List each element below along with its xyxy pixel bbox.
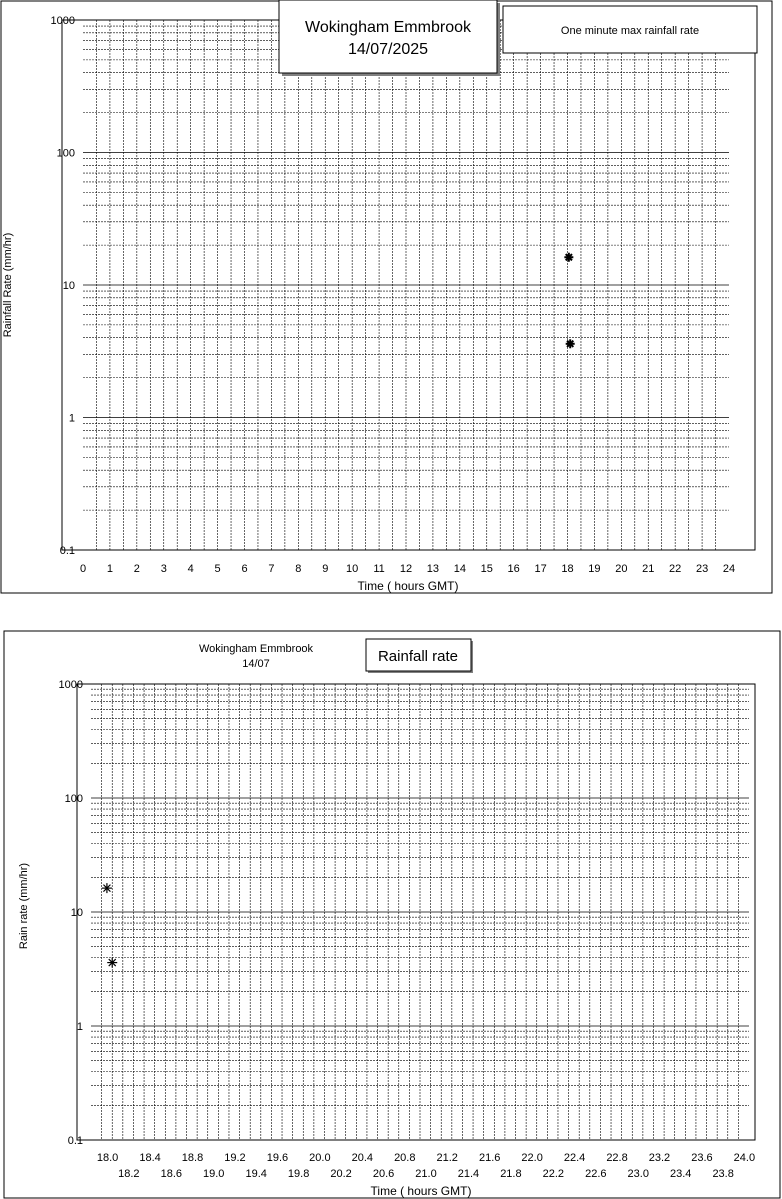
- chart1-title: Wokingham Emmbrook: [305, 19, 471, 36]
- x-tick-label: 21.4: [457, 1168, 480, 1180]
- x-tick-label: 1: [106, 563, 113, 575]
- x-tick-label: 17: [534, 563, 547, 575]
- x-tick-label: 7: [268, 563, 275, 575]
- x-tick-label: 2: [133, 563, 140, 575]
- x-tick-label: 14: [453, 563, 466, 575]
- x-tick-label: 20: [615, 563, 628, 575]
- chart1-title-box: [279, 0, 497, 73]
- x-tick-label: 20.2: [330, 1168, 352, 1180]
- x-tick-label: 0: [79, 563, 87, 575]
- chart1-subtitle: 14/07/2025: [347, 41, 429, 58]
- x-tick-label: 19: [588, 563, 601, 575]
- x-tick-label: 23.2: [648, 1152, 671, 1164]
- x-tick-label: 19.4: [245, 1168, 267, 1180]
- x-tick-label: 11: [373, 563, 385, 575]
- x-tick-label: 22.6: [585, 1168, 607, 1180]
- chart2-y-axis-label: Rain rate (mm/hr): [18, 862, 30, 950]
- x-tick-label: 24: [722, 563, 736, 575]
- x-tick-label: 23.4: [669, 1168, 692, 1180]
- chart1-frame: [1, 1, 772, 593]
- y-tick-label: 100: [56, 147, 75, 160]
- x-tick-label: 21: [642, 563, 655, 575]
- x-tick-label: 8: [295, 563, 302, 575]
- y-tick-label: 10: [70, 907, 83, 919]
- x-tick-label: 3: [160, 563, 167, 575]
- x-tick-label: 21.8: [500, 1168, 522, 1180]
- y-tick-label: 1000: [50, 15, 75, 27]
- x-tick-label: 20.0: [309, 1152, 331, 1164]
- x-tick-label: 15: [480, 563, 493, 575]
- x-tick-label: 16: [507, 563, 520, 575]
- x-tick-label: 23.0: [627, 1168, 649, 1180]
- x-tick-label: 9: [322, 563, 329, 575]
- chart2-title: Rainfall rate: [377, 648, 459, 665]
- x-tick-label: 6: [241, 563, 248, 575]
- y-tick-label: 0.1: [59, 545, 75, 557]
- x-tick-label: 22: [669, 563, 682, 575]
- x-tick-label: 23.8: [712, 1168, 734, 1180]
- x-tick-label: 18.2: [118, 1168, 140, 1180]
- x-tick-label: 19.2: [224, 1152, 246, 1164]
- y-tick-label: 1: [76, 1021, 83, 1033]
- x-tick-label: 20.4: [351, 1152, 374, 1164]
- chart1-y-axis-label: Rainfall Rate (mm/hr): [2, 232, 14, 338]
- x-tick-label: 18.0: [96, 1152, 119, 1164]
- x-tick-label: 18.8: [181, 1152, 204, 1164]
- data-point: [107, 958, 117, 968]
- chart1-legend-text: One minute max rainfall rate: [560, 25, 700, 37]
- data-point: [102, 883, 112, 893]
- x-tick-label: 21.2: [436, 1152, 458, 1164]
- x-tick-label: 22.2: [542, 1168, 565, 1180]
- y-tick-label: 1000: [58, 679, 83, 691]
- x-tick-label: 23: [695, 563, 709, 575]
- x-tick-label: 18.6: [160, 1168, 183, 1180]
- x-tick-label: 10: [346, 563, 359, 575]
- chart-zoomed-rainfall: [4, 631, 780, 1198]
- x-tick-label: 19.0: [203, 1168, 225, 1180]
- x-tick-label: 21.6: [478, 1152, 501, 1164]
- y-tick-label: 0.1: [67, 1135, 83, 1147]
- x-tick-label: 22.0: [521, 1152, 543, 1164]
- x-tick-label: 18.4: [139, 1152, 161, 1164]
- chart1-x-axis-label: Time ( hours GMT): [357, 579, 459, 593]
- x-tick-label: 22.8: [606, 1152, 628, 1164]
- x-tick-label: 24.0: [733, 1152, 756, 1164]
- x-tick-label: 20.8: [394, 1152, 416, 1164]
- y-tick-label: 100: [64, 793, 83, 805]
- x-tick-label: 18: [561, 563, 574, 575]
- x-tick-label: 19.8: [287, 1168, 310, 1180]
- chart2-frame: [4, 631, 780, 1198]
- y-tick-label: 1: [68, 412, 75, 425]
- x-tick-label: 13: [426, 563, 440, 575]
- x-tick-label: 12: [399, 563, 413, 575]
- x-tick-label: 23.6: [691, 1152, 713, 1164]
- x-tick-label: 4: [187, 563, 194, 575]
- x-tick-label: 19.6: [266, 1152, 289, 1164]
- chart2-x-axis-label: Time ( hours GMT): [370, 1184, 472, 1198]
- x-tick-label: 22.4: [563, 1152, 586, 1164]
- x-tick-label: 21.0: [415, 1168, 437, 1180]
- chart2-date: 14/07: [242, 658, 270, 670]
- y-tick-label: 10: [62, 280, 75, 292]
- chart-daily-rainfall: [1, 0, 772, 593]
- x-tick-label: 5: [214, 563, 221, 575]
- chart2-station-name: Wokingham Emmbrook: [198, 643, 314, 655]
- x-tick-label: 20.6: [372, 1168, 395, 1180]
